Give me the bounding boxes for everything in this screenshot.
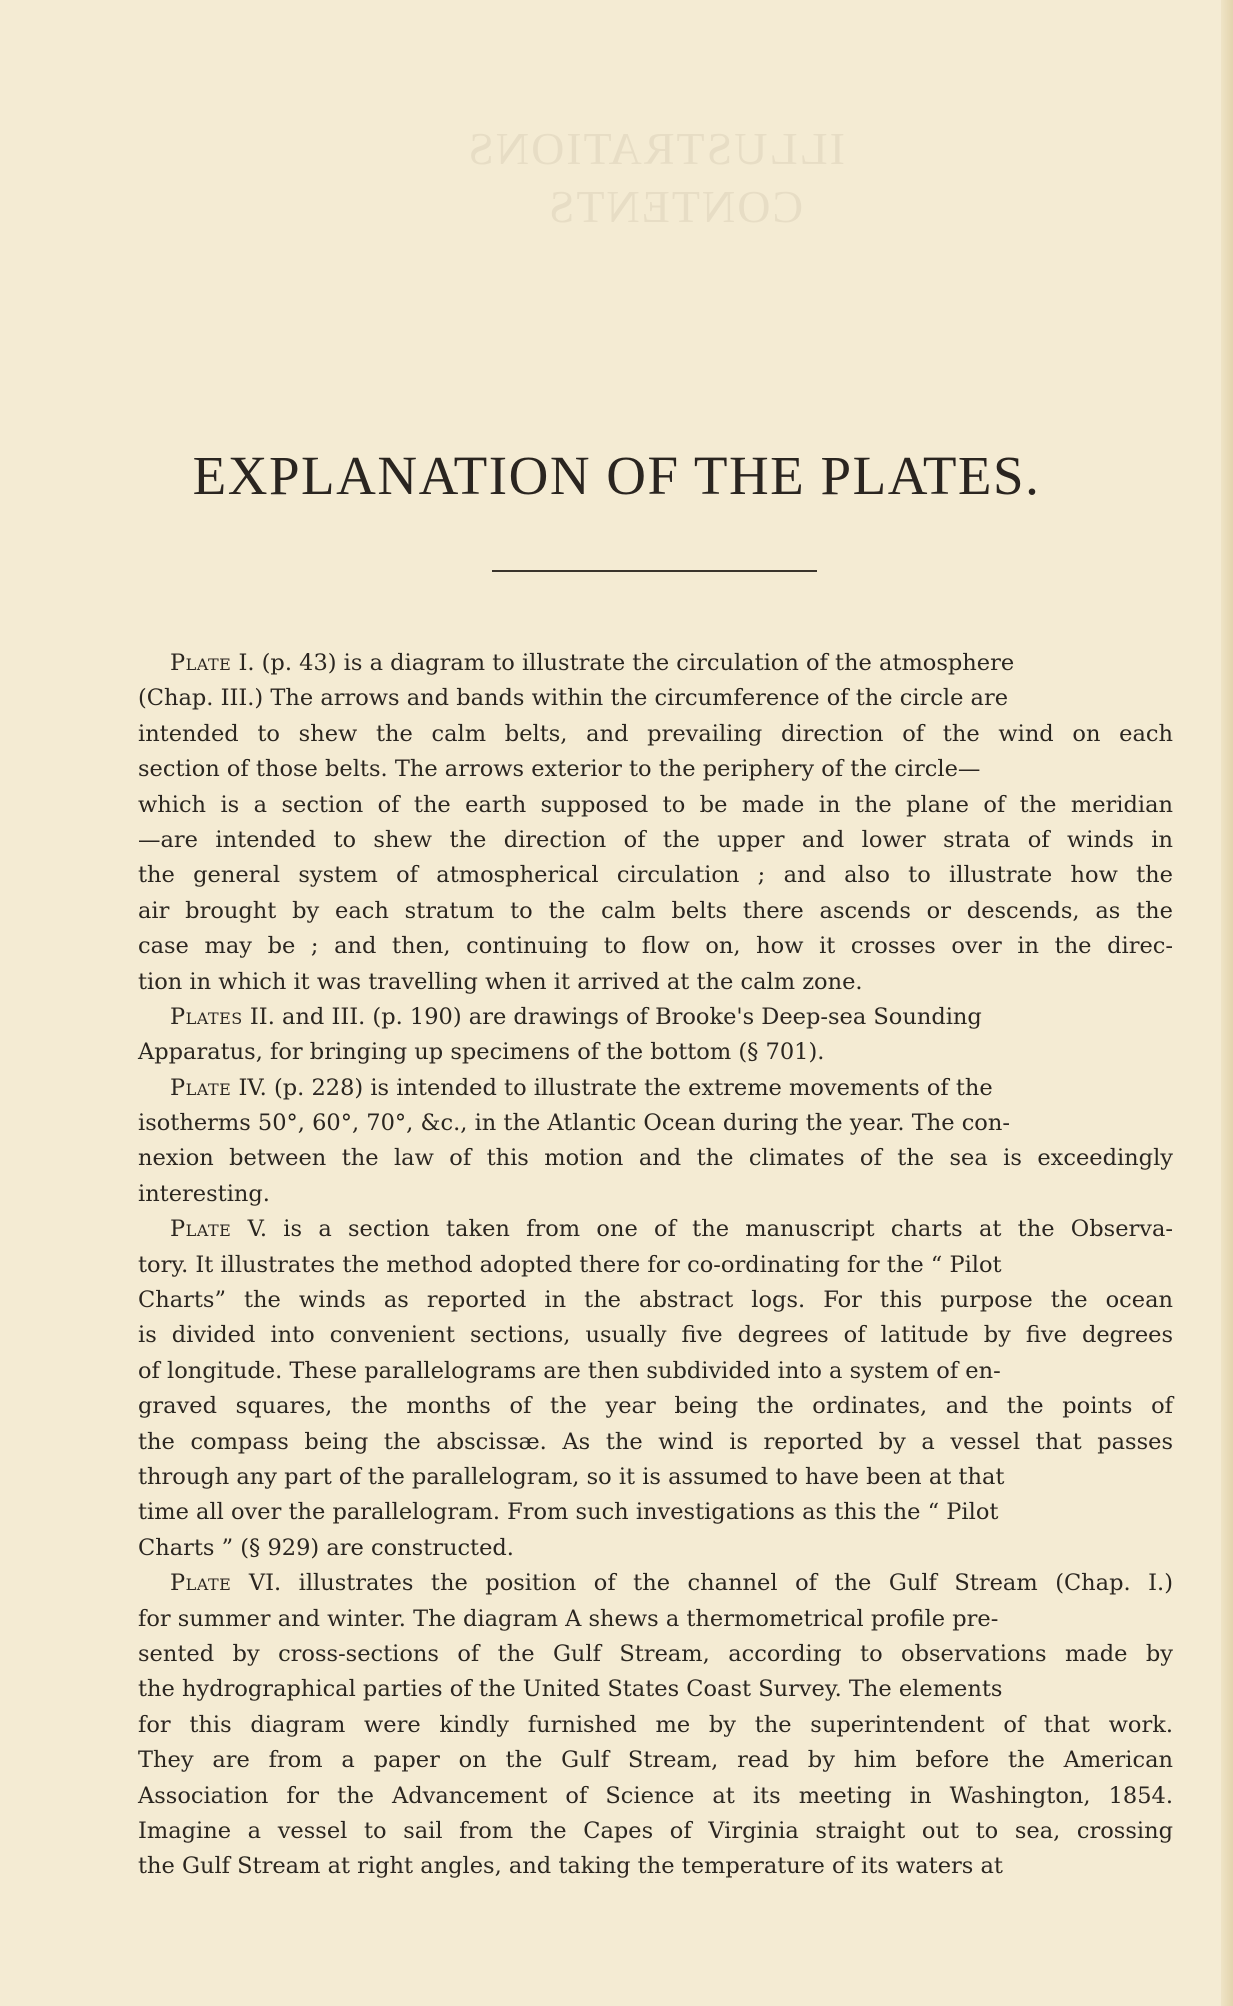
line-text: nexion between the law of this motion and the climates of the sea is exceedingly bbox=[138, 1145, 1173, 1172]
text-line bbox=[138, 1849, 1173, 1884]
line-text: isotherms 50°, 60°, 70°, &c., in the Atlantic Ocean during the year. The con- bbox=[138, 1110, 1010, 1137]
text-line bbox=[138, 965, 1173, 1000]
text-line bbox=[138, 1106, 1173, 1141]
plate-label: Plate bbox=[170, 1570, 232, 1597]
text-line bbox=[138, 1177, 1173, 1212]
line-text: Association for the Advancement of Science at its meeting in Washington, 1854. bbox=[138, 1782, 1173, 1809]
line-text: interesting. bbox=[138, 1180, 270, 1207]
line-text: case may be ; and then, continuing to flow on, how it crosses over in the direc- bbox=[138, 933, 1173, 960]
text-line bbox=[138, 1602, 1173, 1637]
text-line bbox=[138, 1566, 1173, 1601]
line-text: the compass being the abscissæ. As the wind is reported by a vessel that passes bbox=[138, 1428, 1173, 1455]
line-text: II. and III. (p. 190) are drawings of Brooke's Deep-sea Sounding bbox=[242, 1003, 982, 1030]
text-line bbox=[138, 1531, 1173, 1566]
text-line bbox=[138, 752, 1173, 787]
line-text: Charts” the winds as reported in the abstract logs. For this purpose the ocean bbox=[138, 1287, 1173, 1314]
plate-label: Plate bbox=[170, 1074, 232, 1101]
text-line bbox=[138, 1212, 1173, 1247]
plate-label: Plate bbox=[170, 1216, 232, 1243]
line-text: the Gulf Stream at right angles, and taking the temperature of its waters at bbox=[138, 1853, 1003, 1880]
text-line bbox=[138, 1672, 1173, 1707]
text-line bbox=[138, 1495, 1173, 1530]
plate-label: Plate bbox=[170, 650, 232, 676]
text-line bbox=[138, 1743, 1173, 1778]
line-text: section of those belts. The arrows exterior to the periphery of the circle— bbox=[138, 756, 981, 783]
plate-label: Plates bbox=[170, 1003, 243, 1030]
text-line bbox=[138, 1425, 1173, 1460]
line-text: VI. illustrates the position of the channel of the Gulf Stream (Chap. I.) bbox=[231, 1570, 1173, 1597]
line-text: V. is a section taken from one of the manuscript charts at the Observa- bbox=[231, 1216, 1173, 1243]
line-text: tion in which it was travelling when it arrived at the calm zone. bbox=[138, 968, 863, 995]
text-line bbox=[138, 894, 1173, 929]
line-text: intended to shew the calm belts, and prevailing direction of the wind on each bbox=[138, 720, 1173, 747]
text-line bbox=[138, 1389, 1173, 1424]
line-text: the general system of atmospherical circulation ; and also to illustrate how the bbox=[138, 862, 1173, 889]
text-line bbox=[138, 1637, 1173, 1672]
line-text: time all over the parallelogram. From such investigations as this the “ Pilot bbox=[138, 1499, 999, 1526]
text-line bbox=[138, 1460, 1173, 1495]
show-through-line: CONTENTS bbox=[546, 181, 804, 232]
text-line bbox=[138, 858, 1173, 893]
line-text: air brought by each stratum to the calm belts there ascends or descends, as the bbox=[138, 897, 1173, 924]
show-through-line: ILLUSTRATIONS bbox=[466, 123, 845, 174]
body-text bbox=[138, 646, 1173, 1885]
line-text: Apparatus, for bringing up specimens of the bottom (§ 701). bbox=[138, 1039, 825, 1066]
line-text: for this diagram were kindly furnished me by the superintendent of that work. bbox=[138, 1711, 1173, 1738]
line-text: is divided into convenient sections, usually five degrees of latitude by five degrees bbox=[138, 1322, 1173, 1349]
text-line bbox=[138, 1354, 1173, 1389]
line-text: sented by cross-sections of the Gulf Stream, according to observations made by bbox=[138, 1640, 1173, 1667]
line-text: IV. (p. 228) is intended to illustrate the extreme movements of the bbox=[231, 1074, 993, 1101]
line-text: —are intended to shew the direction of the upper and lower strata of winds in bbox=[138, 826, 1173, 853]
line-text: of longitude. These parallelograms are then subdivided into a system of en- bbox=[138, 1357, 1001, 1384]
page-title: EXPLANATION OF THE PLATES. bbox=[192, 445, 1041, 506]
line-text: graved squares, the months of the year being the ordinates, and the points of bbox=[138, 1393, 1173, 1420]
line-text: I. (p. 43) is a diagram to illustrate the circulation of the atmosphere bbox=[231, 650, 1015, 676]
line-text: tory. It illustrates the method adopted there for co-ordinating for the “ Pilot bbox=[138, 1251, 1002, 1278]
line-text: which is a section of the earth supposed to be made in the plane of the meridian bbox=[138, 791, 1173, 818]
line-text: Charts ” (§ 929) are constructed. bbox=[138, 1534, 514, 1561]
page-edge bbox=[1221, 0, 1233, 2006]
title-rule bbox=[492, 570, 817, 572]
text-line bbox=[138, 681, 1173, 716]
text-line bbox=[138, 1814, 1173, 1849]
line-text: through any part of the parallelogram, so it is assumed to have been at that bbox=[138, 1463, 1005, 1490]
text-line bbox=[138, 929, 1173, 964]
line-text: (Chap. III.) The arrows and bands within the circumference of the circle are bbox=[138, 685, 1009, 712]
text-line bbox=[138, 646, 1173, 681]
text-line bbox=[138, 1318, 1173, 1353]
line-text: Imagine a vessel to sail from the Capes of Virginia straight out to sea, crossing bbox=[138, 1817, 1173, 1844]
text-line bbox=[138, 1141, 1173, 1176]
text-line bbox=[138, 788, 1173, 823]
text-line bbox=[138, 1779, 1173, 1814]
text-line bbox=[138, 1071, 1173, 1106]
text-line bbox=[138, 1035, 1173, 1070]
line-text: They are from a paper on the Gulf Stream, read by him before the American bbox=[138, 1747, 1173, 1774]
line-text: for summer and winter. The diagram A shews a thermometrical profile pre- bbox=[138, 1605, 999, 1632]
line-text: the hydrographical parties of the United States Coast Survey. The elements bbox=[138, 1676, 1003, 1703]
text-line bbox=[138, 823, 1173, 858]
text-line bbox=[138, 1000, 1173, 1035]
text-line bbox=[138, 1708, 1173, 1743]
text-line bbox=[138, 1283, 1173, 1318]
text-line bbox=[138, 717, 1173, 752]
text-line bbox=[138, 1248, 1173, 1283]
show-through-text bbox=[466, 120, 845, 270]
